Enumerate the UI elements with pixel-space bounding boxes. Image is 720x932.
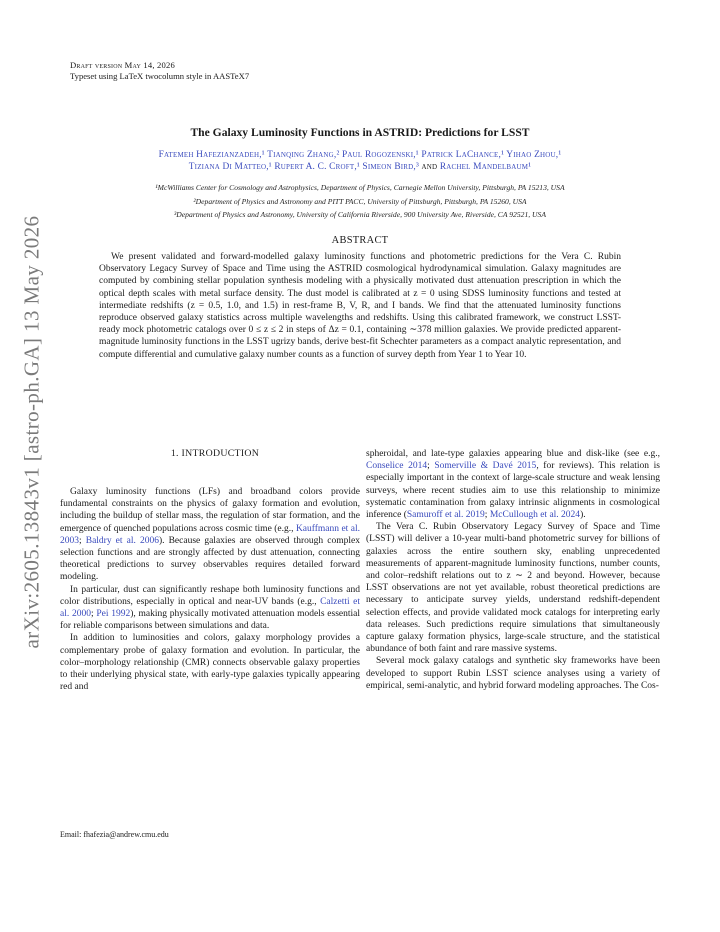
citation-somerville-dave-2015[interactable]: Somerville & Davé 2015 [434,461,537,472]
citation-mccullough-2024[interactable]: McCullough et al. 2024 [489,510,581,521]
author-and: and [421,162,438,172]
citation-separator: ; [427,461,430,472]
intro-p2-end: ), making physically motivated attenuation models essential for reliable comparisons between simulations and data. [60,609,361,632]
intro-p1-text: Galaxy luminosity functions (LFs) and broadband colors provide fundamental constraints on the physics of galaxy formation and evolution, including the buildup of stellar mass, the regulation of star formation, and the emergence of quenched populations across cosmic time (e.g., [60,487,360,534]
citation-pei-1992[interactable]: Pei 1992 [96,609,131,620]
citation-separator: ; [90,609,94,620]
abstract-text: We present validated and forward-modelled galaxy luminosity functions and photometric predictions for the Vera C. Rubin Observatory Legacy Survey of Space and Time using the ASTRID cosmological hydrodynamical simulation. Galaxy magnitudes are computed by combining stellar population synthesis modeling with a physically motivated dust attenuation prescription in which the optical depth scales with metal surface density. The dust model is calibrated at z = 0 using SDSS luminosity functions and tested at intermediate redshifts (z = 0.5, 1.0, and 1.5) in rest-frame B, V, R, and I bands. We find that the attenuated luminosity functions reproduce observed galaxy statistics across multiple wavelengths and redshifts. Using this calibrated framework, we construct LSST-ready mock photometric catalogs over 0 ≤ z ≤ 2 in steps of Δz = 0.1, containing ∼378 million galaxies. We provide predicted apparent-magnitude luminosity functions in the LSST ugrizy bands, derive best-fit Schechter parameters as a compact analytic representation, and compute differential and cumulative galaxy number counts as a function of survey depth from Year 1 to Year 10. [99,252,621,360]
intro-paragraph-1 [60,486,360,584]
intro-p1-end: ). Because galaxies are observed through complex selection functions and are strongly affected by dust attenuation, connecting theoretical predictions to survey observables requires detailed forward modeling. [60,535,360,583]
intro-p4-middle: , for reviews). This relation is especially important in the context of large-scale structure and weak lensing surveys, where recent studies aim to use this relationship to minimize systematic contamination from galaxy intrinsic alignments in cosmological inference ( [366,461,660,521]
affiliation-3: ³Department of Physics and Astronomy, University of California Riverside, 900 University Ave, Riverside, CA 92521, USA [174,210,546,219]
intro-paragraph-3: In addition to luminosities and colors, galaxy morphology provides a complementary probe of galaxy formation and evolution. In particular, the color–morphology relationship (CMR) connects observable galaxy properties to their underlying physical state, with early-type galaxies typically appearing red and [60,633,360,693]
affiliation-2: ²Department of Physics and Astronomy and PITT PACC, University of Pittsburgh, Pittsburgh, PA 15260, USA [193,197,527,206]
citation-calzetti-2000[interactable]: Calzetti et al. 2000 [60,596,360,620]
author-names: Tiziana Di Matteo,¹ Rupert A. C. Croft,¹ Simeon Bird,³ [188,162,419,172]
section-heading-introduction: 1. INTRODUCTION [170,448,260,459]
author-last: Rachel Mandelbaum¹ [439,162,532,172]
affiliation-1: ¹McWilliams Center for Cosmology and Astrophysics, Department of Physics, Carnegie Mellon University, Pittsburgh, PA 15213, USA [155,183,565,192]
intro-p4-text: spheroidal, and late-type galaxies appearing blue and disk-like (see e.g., [366,449,660,459]
corresponding-email[interactable]: Email: fhafezia@andrew.cmu.edu [60,830,169,839]
abstract-heading: ABSTRACT [331,235,389,246]
citation-baldry-2006[interactable]: Baldry et al. 2006 [85,535,159,546]
arxiv-identifier-stamp[interactable] [12,212,52,652]
citation-conselice-2014[interactable]: Conselice 2014 [366,461,428,472]
intro-paragraph-2 [60,584,360,633]
typeset-line: Typeset using LaTeX twocolumn style in AASTeX7 [70,71,250,81]
citation-separator: ; [484,510,488,521]
intro-paragraph-6: Several mock galaxy catalogs and synthetic sky frameworks have been developed to support Rubin LSST science analyses using a variety of empirical, semi-analytic, and hybrid forward modeling approaches. The Cos- [366,656,660,691]
author-list-line1: Fatemeh Hafezianzadeh,¹ Tianqing Zhang,² Paul Rogozenski,¹ Patrick LaChance,¹ Yihao Zhou,¹ [158,150,562,160]
intro-paragraph-4 [366,448,660,521]
left-column [60,486,360,693]
author-list-line2 [60,161,660,173]
abstract-body [99,251,621,361]
intro-p2-text: In particular, dust can significantly reshape both luminosity functions and color distributions, especially in optical and near-UV bands (e.g., [60,584,360,607]
citation-samuroff-2019[interactable]: Samuroff et al. 2019 [406,510,485,521]
paper-title: The Galaxy Luminosity Functions in ASTRID: Predictions for LSST [190,126,530,139]
draft-version-line: Draft version May 14, 2026 [70,60,176,70]
intro-paragraph-5: The Vera C. Rubin Observatory Legacy Survey of Space and Time (LSST) will deliver a 10-year multi-band photometric survey for billions of galaxies across the entire southern sky, enabling unprecedented measurements of apparent-magnitude luminosity functions, number counts, and color–redshift relations out to z ∼ 2 and beyond. However, because LSST observations are not yet available, robust theoretical predictions are necessary to anticipate survey yields, understand redshift-dependent selection effects, and provide validated mock catalogs for interpreting early data releases. Such predictions require simulations that simultaneously capture galaxy formation physics, large-scale structure, and the statistical abundance of both faint and rare massive systems. [366,522,660,655]
citation-kauffmann-2003[interactable]: Kauffmann et al. 2003 [60,523,360,546]
citation-separator: ; [79,535,82,546]
arxiv-identifier-text: arXiv:2605.13843v1 [astro-ph.GA] 13 May 2026 [19,215,44,649]
right-column [366,448,660,692]
intro-p4-end: ). [580,510,586,521]
